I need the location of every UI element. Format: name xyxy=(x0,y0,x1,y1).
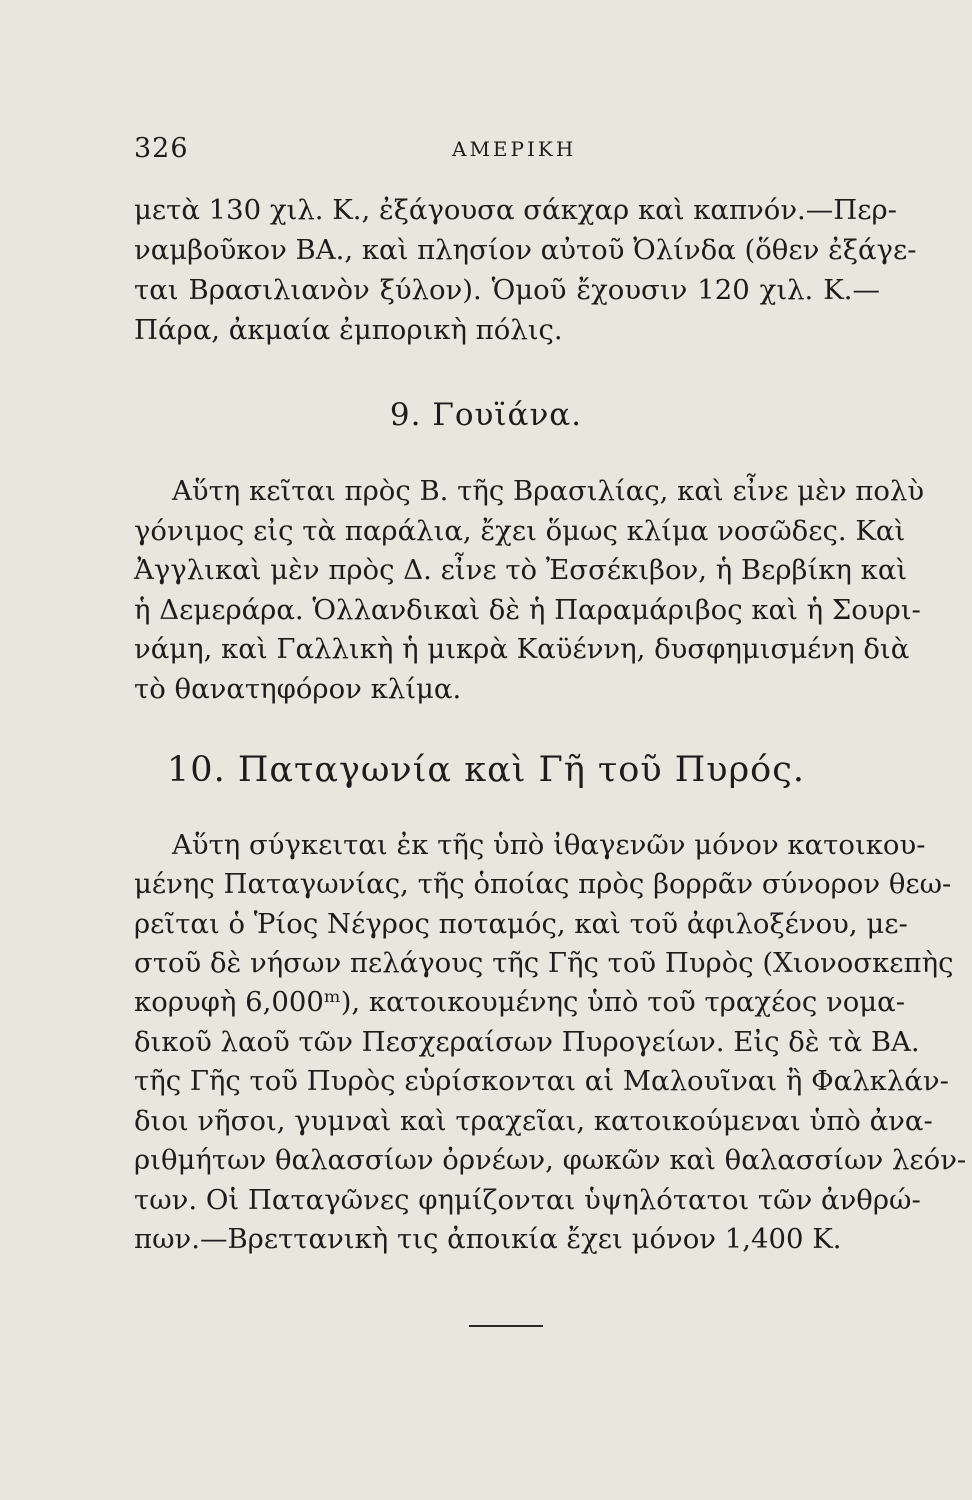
paragraph-line: στοῦ δὲ νήσων πελάγους τῆς Γῆς τοῦ Πυρὸς (Χιονοσκεπὴς xyxy=(134,947,954,979)
paragraph-line: ριθμήτων θαλασσίων ὀρνέων, φωκῶν καὶ θαλασσίων λεόν- xyxy=(134,1144,967,1176)
section-10-heading: 10. Παταγωνία καὶ Γῆ τοῦ Πυρός. xyxy=(167,750,805,790)
paragraph-line: μετὰ 130 χιλ. Κ., ἐξάγουσα σάκχαρ καὶ καπνόν.—Περ- xyxy=(134,194,897,226)
paragraph-line: ται Βρασιλιανὸν ξύλον). Ὁμοῦ ἔχουσιν 120 χιλ. Κ.— xyxy=(134,274,880,306)
paragraph-line: πων.—Βρεττανικὴ τις ἀποικία ἔχει μόνον 1,400 Κ. xyxy=(134,1223,842,1255)
paragraph-line: γόνιμος εἰς τὰ παράλια, ἔχει ὅμως κλίμα νοσῶδες. Καὶ xyxy=(134,515,906,547)
paragraph-line: Αὕτη σύγκειται ἐκ τῆς ὑπὸ ἰθαγενῶν μόνον κατοικου- xyxy=(172,829,926,861)
paragraph-line: νάμη, καὶ Γαλλικὴ ἡ μικρὰ Καϋέννη, δυσφημισμένη διὰ xyxy=(134,633,910,665)
end-rule xyxy=(469,1325,543,1327)
paragraph-line: τῆς Γῆς τοῦ Πυρὸς εὑρίσκονται αἱ Μαλουῖναι ἢ Φαλκλάν- xyxy=(134,1065,949,1097)
section-9-heading: 9. Γουϊάνα. xyxy=(389,397,583,433)
paragraph-line: δικοῦ λαοῦ τῶν Πεσχεραίσων Πυρογείων. Εἰς δὲ τὰ ΒΑ. xyxy=(134,1026,920,1058)
paragraph-line: ναμβοῦκον ΒΑ., καὶ πλησίον αὐτοῦ Ὀλίνδα (ὅθεν ἐξάγε- xyxy=(134,234,917,266)
paragraph-line: κορυφὴ 6,000ᵐ), κατοικουμένης ὑπὸ τοῦ τραχέος νομα- xyxy=(134,986,906,1018)
paragraph-line: τὸ θανατηφόρον κλίμα. xyxy=(134,673,462,705)
paragraph-line: μένης Παταγωνίας, τῆς ὁποίας πρὸς βορρᾶν σύνορον θεω- xyxy=(134,868,952,900)
page-number: 326 xyxy=(134,133,189,164)
page-header xyxy=(134,133,886,173)
paragraph-line: των. Οἱ Παταγῶνες φημίζονται ὑψηλότατοι τῶν ἀνθρώ- xyxy=(134,1184,921,1216)
paragraph-line: Αὕτη κεῖται πρὸς Β. τῆς Βρασιλίας, καὶ εἶνε μὲν πολὺ xyxy=(172,475,925,507)
paragraph-line: Πάρα, ἀκμαία ἐμπορικὴ πόλις. xyxy=(134,314,563,346)
paragraph-line: διοι νῆσοι, γυμναὶ καὶ τραχεῖαι, κατοικούμεναι ὑπὸ ἀνα- xyxy=(134,1105,933,1137)
running-title: ΑΜΕΡΙΚΗ xyxy=(452,137,577,161)
paragraph-line: ἡ Δεμεράρα. Ὁλλανδικαὶ δὲ ἡ Παραμάριβος καὶ ἡ Σουρι- xyxy=(134,594,921,626)
paragraph-line: Ἀγγλικαὶ μὲν πρὸς Δ. εἶνε τὸ Ἐσσέκιβον, ἡ Βερβίκη καὶ xyxy=(134,554,908,586)
paragraph-line: ρεῖται ὁ Ῥίος Νέγρος ποταμός, καὶ τοῦ ἀφιλοξένου, με- xyxy=(134,908,908,940)
